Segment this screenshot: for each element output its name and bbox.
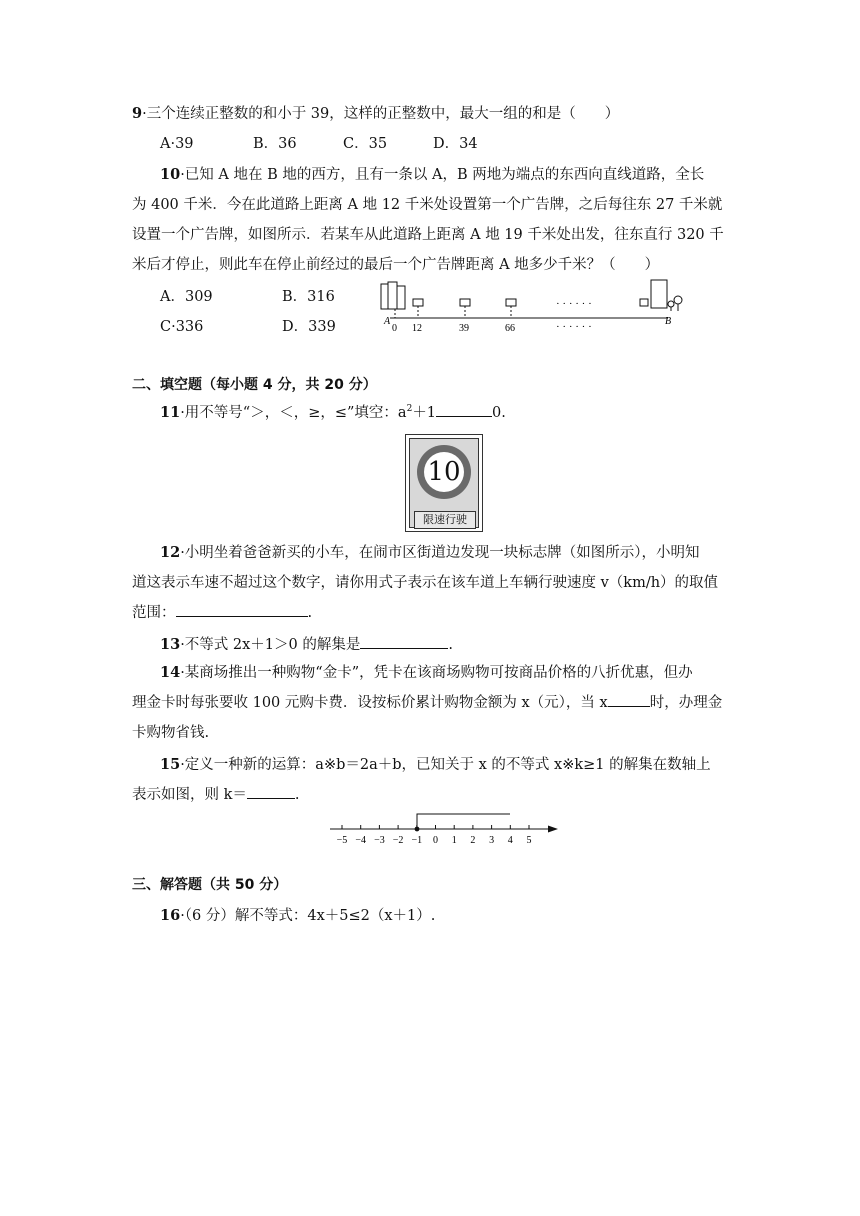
option-c: C．35 bbox=[343, 136, 388, 152]
billboard-icon bbox=[640, 299, 648, 306]
axis-tick-label: −5 bbox=[336, 835, 348, 846]
option-d: D．34 bbox=[433, 136, 478, 152]
question-15 bbox=[132, 750, 732, 810]
axis-tick-label: 2 bbox=[470, 835, 476, 846]
axis-arrow-icon bbox=[548, 826, 558, 833]
question-text-line3: 设置一个广告牌，如图所示．若某车从此道路上距离 A 地 19 千米处出发，往东直行 320 千 bbox=[132, 227, 724, 243]
question-number: 12 bbox=[160, 544, 181, 561]
question-10-options-row1 bbox=[160, 282, 335, 312]
question-number: 14 bbox=[160, 664, 181, 681]
question-text-line2: 理金卡时每张要收 100 元购卡费．设按标价累计购物金额为 x（元），当 x bbox=[132, 695, 608, 711]
option-a: A·39 bbox=[160, 136, 194, 152]
axis-tick-label: −4 bbox=[355, 835, 367, 846]
question-12 bbox=[132, 538, 732, 628]
building-icon bbox=[381, 284, 388, 309]
question-text-line4: 米后才停止，则此车在停止前经过的最后一个广告牌距离 A 地多少千米？（ ） bbox=[132, 257, 660, 273]
road-figure bbox=[378, 278, 690, 336]
question-text-line1: ·已知 A 地在 B 地的西方，且有一条以 A，B 两地为端点的东西向直线道路，全长 bbox=[180, 167, 705, 183]
question-text-line2: 为 400 千米．今在此道路上距离 A 地 12 千米处设置第一个广告牌，之后每往东 27 千米就 bbox=[132, 197, 723, 213]
question-10-options-row2 bbox=[160, 312, 336, 342]
question-text-after: ＋1 bbox=[412, 405, 437, 421]
speed-limit-sign bbox=[405, 434, 483, 532]
sign-number: 10 bbox=[424, 452, 464, 492]
answer-blank[interactable] bbox=[608, 692, 650, 707]
billboard-icon bbox=[460, 299, 470, 306]
tick-label-0: 0 bbox=[392, 323, 397, 334]
dots-top: · · · · · · bbox=[556, 298, 592, 310]
superscript: 2 bbox=[406, 404, 413, 415]
axis-tick-label: −2 bbox=[392, 835, 404, 846]
section-3-title: 三、解答题（共 50 分） bbox=[132, 877, 288, 893]
axis-tick-label: 4 bbox=[507, 835, 513, 846]
number-line-figure bbox=[326, 808, 566, 850]
section-2-title: 二、填空题（每小题 4 分，共 20 分） bbox=[132, 377, 377, 393]
building-icon bbox=[388, 282, 397, 309]
option-a: A．309 bbox=[160, 289, 213, 305]
question-number: 10 bbox=[160, 166, 181, 183]
axis-tick-label: −1 bbox=[411, 835, 423, 846]
dots-bottom: · · · · · · bbox=[556, 321, 592, 333]
option-d: D．339 bbox=[282, 319, 336, 335]
question-text: ·不等式 2x＋1＞0 的解集是 bbox=[180, 637, 361, 653]
question-10 bbox=[132, 160, 732, 280]
question-text-line2-after: 时，办理金 bbox=[649, 695, 723, 711]
question-text: ·用不等号“＞，＜，≥，≤”填空：a bbox=[180, 405, 407, 421]
answer-blank[interactable] bbox=[436, 402, 492, 417]
building-icon bbox=[397, 286, 405, 309]
question-number: 15 bbox=[160, 756, 181, 773]
tick-label-12: 12 bbox=[412, 323, 422, 334]
question-end: . bbox=[307, 605, 313, 621]
question-text-line1: ·小明坐着爸爸新买的小车，在闹市区街道边发现一块标志牌（如图所示），小明知 bbox=[180, 545, 700, 561]
axis-tick-label: 0 bbox=[433, 835, 438, 846]
question-9 bbox=[132, 99, 732, 129]
question-end: . bbox=[294, 787, 300, 803]
question-end: 0. bbox=[492, 405, 506, 421]
answer-blank[interactable] bbox=[247, 784, 295, 799]
axis-tick-label: 1 bbox=[451, 835, 457, 846]
tick-label-39: 39 bbox=[459, 323, 469, 334]
tick-label-66: 66 bbox=[505, 323, 515, 334]
answer-blank[interactable] bbox=[176, 602, 308, 617]
option-c: C·336 bbox=[160, 319, 204, 335]
question-text: ·（6 分）解不等式：4x＋5≤2（x＋1）. bbox=[180, 908, 436, 924]
question-text-line3: 范围： bbox=[132, 605, 176, 621]
axis-tick-label: −3 bbox=[374, 835, 385, 846]
question-16 bbox=[132, 901, 732, 931]
question-text: ·三个连续正整数的和小于 39，这样的正整数中，最大一组的和是（ ） bbox=[142, 106, 620, 122]
question-text-line3: 卡购物省钱. bbox=[132, 725, 210, 741]
question-text-line2: 表示如图，则 k＝ bbox=[132, 787, 247, 803]
question-end: . bbox=[448, 637, 453, 653]
billboard-icon bbox=[506, 299, 516, 306]
question-9-options bbox=[160, 129, 478, 159]
question-text-line1: ·某商场推出一种购物“金卡”，凭卡在该商场购物可按商品价格的八折优惠，但办 bbox=[180, 665, 693, 681]
answer-blank[interactable] bbox=[360, 634, 448, 649]
question-number: 16 bbox=[160, 907, 181, 924]
option-b: B．316 bbox=[282, 289, 335, 305]
building-icon bbox=[651, 280, 667, 308]
sign-caption: 限速行驶 bbox=[414, 511, 476, 529]
question-14 bbox=[132, 658, 732, 748]
question-text-line2: 道这表示车速不超过这个数字，请你用式子表示在该车道上车辆行驶速度 v（km/h）的取值 bbox=[132, 575, 719, 591]
axis-tick-label: 5 bbox=[526, 835, 532, 846]
option-b: B．36 bbox=[253, 136, 297, 152]
axis-tick-label: 3 bbox=[489, 835, 495, 846]
tree-icon bbox=[674, 296, 682, 304]
tree-icon bbox=[668, 301, 674, 307]
question-number: 9 bbox=[132, 105, 143, 122]
question-11 bbox=[132, 398, 732, 428]
question-13 bbox=[132, 630, 732, 660]
solution-bracket bbox=[417, 814, 510, 829]
question-number: 13 bbox=[160, 636, 181, 653]
billboard-icon bbox=[413, 299, 423, 306]
label-b: B bbox=[665, 316, 672, 327]
question-text-line1: ·定义一种新的运算：a※b＝2a＋b，已知关于 x 的不等式 x※k≥1 的解集在数轴上 bbox=[180, 757, 711, 773]
label-a: A bbox=[384, 316, 391, 327]
question-number: 11 bbox=[160, 404, 181, 421]
